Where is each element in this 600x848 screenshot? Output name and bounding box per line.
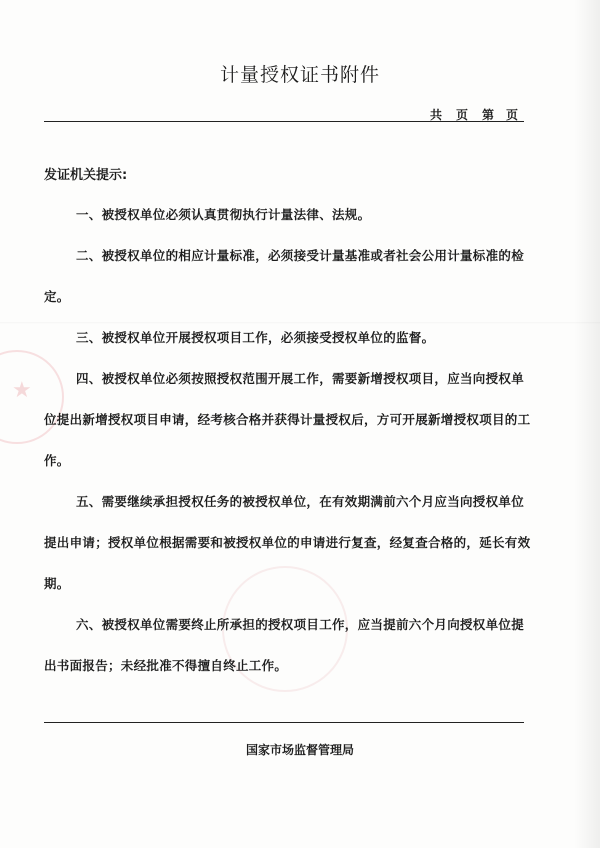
notice-item-3: 三、被授权单位开展授权项目工作，必须接受授权单位的监督。 — [76, 330, 435, 345]
page-number-unit: 页 — [506, 108, 519, 122]
document-title: 计量授权证书附件 — [219, 64, 380, 86]
issuer-notice-heading: 发证机关提示: — [44, 168, 128, 183]
seal-star-icon: ★ — [12, 378, 32, 403]
notice-item-4: 四、被授权单位必须按照授权范围开展工作，需要新增授权项目，应当向授权单位提出新增授权项目申请，经考核合格并获得计量授权后，方可开展新增授权项目的工作。 — [44, 371, 531, 468]
issuing-authority: 国家市场监督管理局 — [245, 743, 354, 757]
scan-edge-shadow — [574, 0, 600, 848]
notice-item-5: 五、需要继续承担授权任务的被授权单位，在有效期满前六个月应当向授权单位提出申请；授权单位根据需要和被授权单位的申请进行复查，经复查合格的，延长有效期。 — [44, 494, 531, 591]
page-number-label: 第 — [482, 108, 495, 122]
notice-item-2: 二、被授权单位的相应计量标准，必须接受计量基准或者社会公用计量标准的检定。 — [44, 248, 525, 304]
notice-item-1: 一、被授权单位必须认真贯彻执行计量法律、法规。 — [76, 207, 371, 222]
header-divider — [44, 121, 524, 122]
page-total-unit: 页 — [456, 108, 469, 122]
page-total-label: 共 — [430, 108, 443, 122]
notice-item-6: 六、被授权单位需要终止所承担的授权项目工作，应当提前六个月向授权单位提出书面报告；未经批准不得擅自终止工作。 — [44, 617, 525, 673]
footer-divider — [44, 722, 524, 723]
